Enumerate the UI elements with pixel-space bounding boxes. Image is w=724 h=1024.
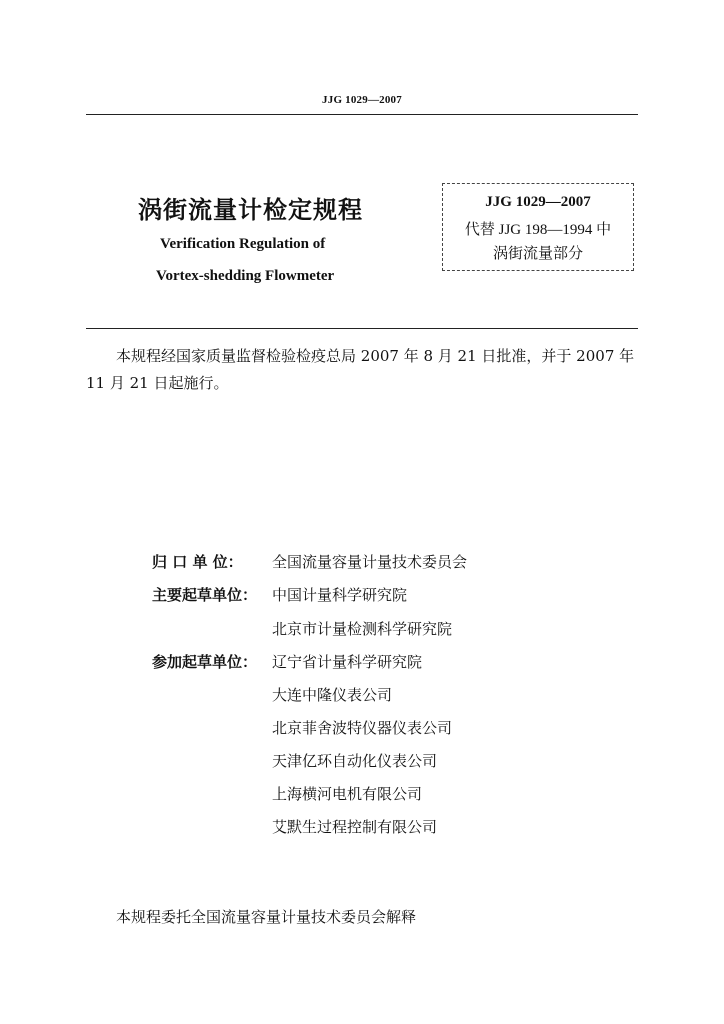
main-drafting-label: 主要起草单位： xyxy=(152,586,258,604)
title-english-line-2: Vortex-shedding Flowmeter xyxy=(156,268,335,284)
standard-code-box xyxy=(442,183,634,271)
main-drafting-unit: 北京市计量检测科学研究院 xyxy=(272,620,453,638)
participating-unit: 上海横河电机有限公司 xyxy=(272,785,423,803)
title-english-line-1: Verification Regulation of xyxy=(160,236,326,252)
title-chinese: 涡街流量计检定规程 xyxy=(138,196,363,224)
approval-paragraph: 本规程经国家质量监督检验检疫总局 2007 年 8 月 21 日批准，并于 2007 年 11 月 21 日起施行。 xyxy=(86,347,635,392)
header-standard-code: JJG 1029—2007 xyxy=(322,94,402,106)
participating-unit: 天津亿环自动化仪表公司 xyxy=(272,752,438,770)
participating-drafting-label: 参加起草单位： xyxy=(152,653,258,671)
header-rule xyxy=(86,114,638,115)
interpretation-statement: 本规程委托全国流量容量计量技术委员会解释 xyxy=(116,908,417,926)
code-box-replaces: 代替 JJG 198—1994 中 xyxy=(464,222,612,238)
main-drafting-unit: 中国计量科学研究院 xyxy=(272,586,408,604)
section-rule xyxy=(86,328,638,329)
participating-unit: 大连中隆仪表公司 xyxy=(272,686,393,704)
participating-unit: 北京菲舍波特仪器仪表公司 xyxy=(272,719,453,737)
responsible-unit-label: 归 口 单 位： xyxy=(152,553,243,571)
responsible-unit-value: 全国流量容量计量技术委员会 xyxy=(272,553,468,571)
participating-unit: 艾默生过程控制有限公司 xyxy=(272,818,438,836)
code-box-part: 涡街流量部分 xyxy=(492,244,583,262)
participating-unit: 辽宁省计量科学研究院 xyxy=(272,653,423,671)
code-box-number: JJG 1029—2007 xyxy=(485,194,591,210)
